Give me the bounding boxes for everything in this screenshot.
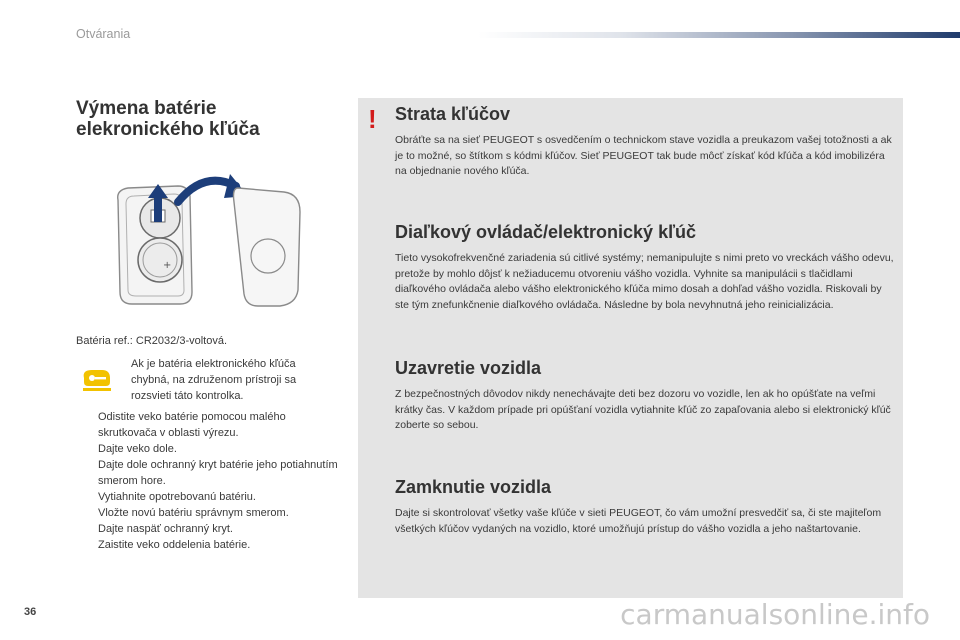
alert-icon: ! — [368, 104, 377, 134]
header-gradient-bar — [478, 32, 960, 38]
title-line-1: Výmena batérie — [76, 98, 217, 119]
step-text: Zaistite veko oddelenia batérie. — [98, 539, 251, 551]
list-item — [76, 441, 346, 457]
step-text: Dajte dole ochranný kryt batérie jeho potiahnutím smerom hore. — [98, 459, 338, 487]
list-item — [76, 457, 346, 489]
step-text: Dajte veko dole. — [98, 443, 177, 455]
list-item — [76, 489, 346, 505]
replacement-steps-list — [76, 409, 346, 553]
battery-cover — [234, 188, 301, 306]
warning-text: Ak je batéria elektronického kľúča chybná, na združenom prístroji sa rozsvieti táto kontrolka. — [131, 358, 297, 402]
step-text: Dajte naspäť ochranný kryt. — [98, 523, 233, 535]
section-text-remote-key: Tieto vysokofrekvenčné zariadenia sú citlivé systémy; nemanipulujte s nimi preto vo vreckách vášho odevu, pretože by mohlo dôjsť k nežiaducemu otvoreniu vášho vozidla. Vyhnite sa manipulácii s tlačidlami diaľkového ovládača alebo vášho elektronického kľúča mimo dosah a dohľad vášho vozidla. Riskovali by ste tým znefunkčnenie diaľkového ovládača. Následne by bola nevyhnutná jeho reinicializácia. — [395, 252, 894, 311]
step-text: Vytiahnite opotrebovanú batériu. — [98, 491, 256, 503]
list-item — [76, 521, 346, 537]
title-line-2: elekronického kľúča — [76, 119, 260, 140]
watermark: carmanualsonline.info — [620, 598, 930, 631]
battery-plus-sign: + — [163, 260, 172, 271]
list-item — [76, 505, 346, 521]
step-text: Odistite veko batérie pomocou malého skrutkovača v oblasti výrezu. — [98, 411, 286, 439]
section-title-closing: Uzavretie vozidla — [395, 358, 542, 378]
key-warning-icon — [80, 366, 114, 394]
section-title-lost-keys: Strata kľúčov — [395, 104, 510, 124]
section-title-remote-key: Diaľkový ovládač/elektronický kľúč — [395, 222, 697, 242]
section-text-lost-keys: Obráťte sa na sieť PEUGEOT s osvedčením o technickom stave vozidla a preukazom vašej totožnosti a ak je to možné, so štítkom s kódmi kľúčov. Sieť PEUGEOT tak bude môcť získať kód kľúča a kód imobilizéra na objednanie nového kľúča. — [395, 134, 892, 177]
battery-reference: Batéria ref.: CR2032/3-voltová. — [76, 335, 228, 347]
section-text-closing: Z bezpečnostných dôvodov nikdy nenechávajte deti bez dozoru vo vozidle, len ak ho opúšťate na veľmi krátky čas. V každom prípade pri opúšťaní vozidla vytiahnite kľúč zo zapaľovania alebo si elektronický kľúč zoberte so sebou. — [395, 388, 891, 431]
section-text-locking: Dajte si skontrolovať všetky vaše kľúče v sieti PEUGEOT, čo vám umožní presvedčiť sa, či ste majiteľom všetkých kľúčov vydaných na vozidlo, ktoré umožňujú prístup do vášho vozidla a jeho naštartovanie. — [395, 507, 882, 535]
list-item — [76, 409, 346, 441]
list-item — [76, 537, 346, 553]
left-section-title — [76, 98, 346, 140]
battery-bottom — [138, 238, 182, 282]
step-text: Vložte novú batériu správnym smerom. — [98, 507, 289, 519]
key-battery-illustration — [108, 172, 308, 312]
section-title-locking: Zamknutie vozidla — [395, 477, 552, 497]
section-label: Otvárania — [76, 27, 131, 41]
page-number: 36 — [24, 606, 37, 618]
